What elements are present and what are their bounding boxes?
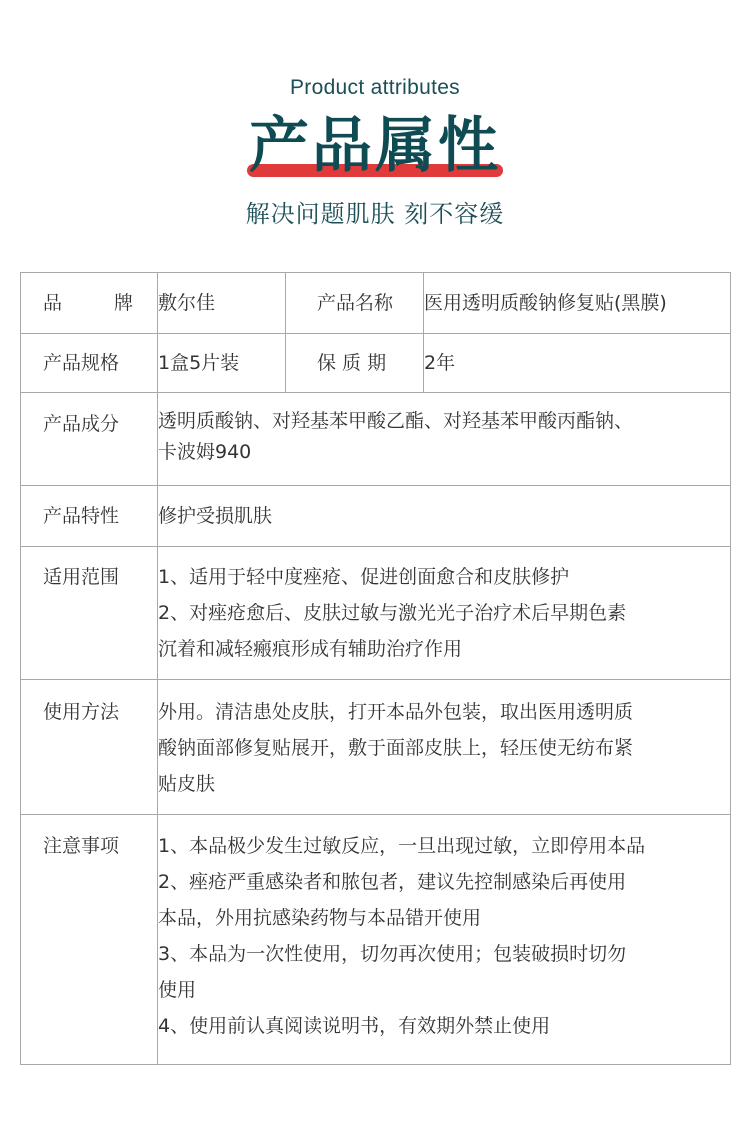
spec-value: 1盒5片装 xyxy=(158,334,286,393)
scope-label-text: 适用范围 xyxy=(43,566,120,588)
usage-line: 贴皮肤 xyxy=(158,773,216,795)
shelf-life-value: 2年 xyxy=(424,334,731,393)
notes-line: 使用 xyxy=(158,979,197,1001)
scope-line: 沉着和减轻瘢痕形成有辅助治疗作用 xyxy=(158,638,463,660)
notes-line: 3、本品为一次性使用，切勿再次使用；包装破损时切勿 xyxy=(158,943,627,965)
table-row-brand xyxy=(21,273,731,334)
title-block xyxy=(0,112,750,187)
attributes-table xyxy=(20,272,731,1065)
table-row-spec xyxy=(21,334,731,393)
table-row-ingredients xyxy=(21,393,731,486)
scope-line: 1、适用于轻中度痤疮、促进创面愈合和皮肤修护 xyxy=(158,566,570,588)
slogan: 解决问题肌肤 刻不容缓 xyxy=(245,200,505,228)
brand-value: 敷尔佳 xyxy=(158,273,286,334)
ingredients-label-text: 产品成分 xyxy=(43,413,120,435)
scope-value xyxy=(158,547,731,680)
brand-label-text: 品 牌 xyxy=(43,292,133,314)
notes-line: 本品，外用抗感染药物与本品错开使用 xyxy=(158,907,482,929)
notes-value xyxy=(158,815,731,1065)
table-row-usage xyxy=(21,680,731,815)
table-row-feature xyxy=(21,486,731,547)
notes-label-text: 注意事项 xyxy=(43,835,120,857)
notes-line: 1、本品极少发生过敏反应，一旦出现过敏，立即停用本品 xyxy=(158,835,646,857)
usage-label xyxy=(21,680,158,815)
usage-label-text: 使用方法 xyxy=(43,701,120,723)
notes-line: 2、痤疮严重感染者和脓包者，建议先控制感染后再使用 xyxy=(158,871,627,893)
feature-label: 产品特性 xyxy=(21,486,158,547)
product-name-label: 产品名称 xyxy=(286,273,424,334)
ingredients-label xyxy=(21,393,158,486)
notes-line: 4、使用前认真阅读说明书，有效期外禁止使用 xyxy=(158,1015,551,1037)
scope-label xyxy=(21,547,158,680)
table-row-notes xyxy=(21,815,731,1065)
table-row-scope xyxy=(21,547,731,680)
notes-label xyxy=(21,815,158,1065)
scope-line: 2、对痤疮愈后、皮肤过敏与激光光子治疗术后早期色素 xyxy=(158,602,627,624)
product-name-value: 医用透明质酸钠修复贴(黑膜) xyxy=(424,273,731,334)
usage-value xyxy=(158,680,731,815)
spec-label: 产品规格 xyxy=(21,334,158,393)
page-title: 产品属性 xyxy=(249,111,501,181)
subtitle-english: Product attributes xyxy=(290,76,460,99)
feature-value: 修护受损肌肤 xyxy=(158,486,731,547)
brand-label xyxy=(21,273,158,334)
usage-line: 外用。清洁患处皮肤，打开本品外包装，取出医用透明质 xyxy=(158,701,634,723)
usage-line: 酸钠面部修复贴展开，敷于面部皮肤上，轻压使无纺布紧 xyxy=(158,737,634,759)
header-section xyxy=(0,0,750,260)
shelf-life-label: 保 质 期 xyxy=(286,334,424,393)
ingredients-line: 卡波姆940 xyxy=(158,441,252,463)
ingredients-line: 透明质酸钠、对羟基苯甲酸乙酯、对羟基苯甲酸丙酯钠、 xyxy=(158,410,634,432)
ingredients-value xyxy=(158,393,731,486)
